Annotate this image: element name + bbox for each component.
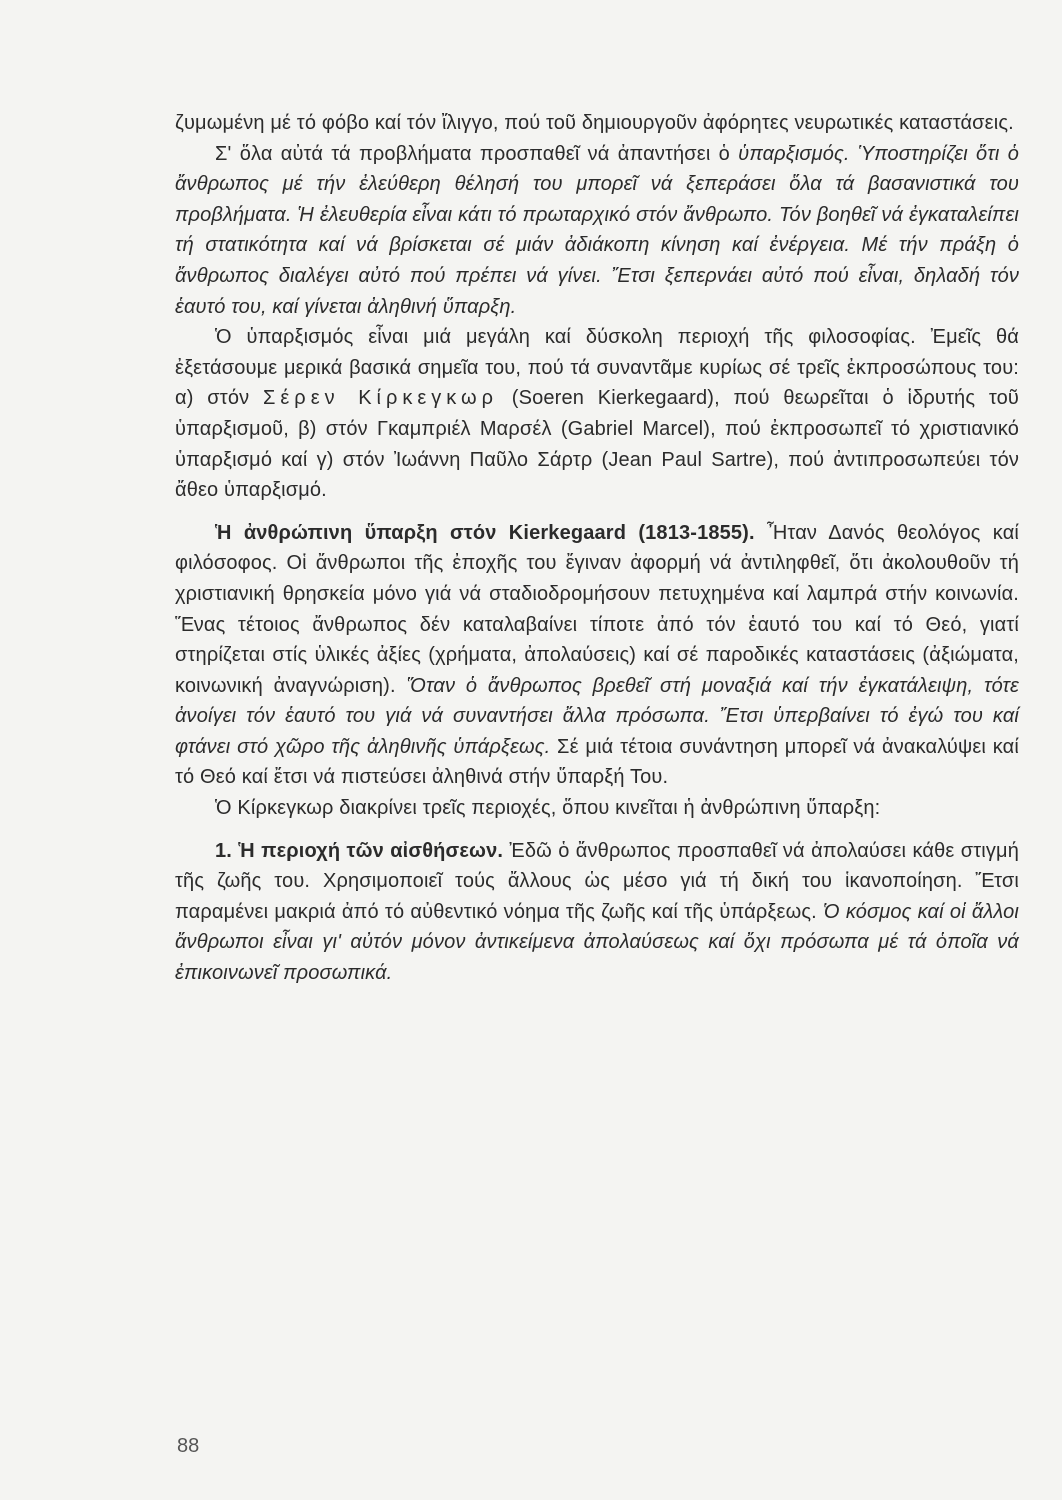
paragraph-three-spheres xyxy=(175,793,1019,824)
text-run: Σ' ὅλα αὐτά τά προβλήματα προσπαθεῖ νά ἀπαντήσει ὁ xyxy=(215,142,739,165)
text-run: Ἐδῶ ὁ ἄνθρωπος προσπαθεῖ νά ἀπολαύσει κάθε στιγμή τῆς ζωῆς του. Χρησιμοποιεῖ τούς ἄλλους ὡς μέσο γιά τή δική του ἱκανοποίηση. Ἔτσι παραμένει μακριά ἀπό τό αὐθεντικό νόημα τῆς ζωῆς καί τῆς ὑπάρξεως. xyxy=(175,839,1019,923)
italic-run: ὑπαρξισμός. Ὑποστηρίζει ὅτι ὁ ἄνθρωπος μέ τήν ἐλεύθερη θέλησή του μπορεῖ νά ξεπεράσει ὅλα τά βασανιστικά του προβλήματα. Ἡ ἐλευθερία εἶναι κάτι τό πρωταρχικό στόν ἄνθρωπο. Τόν βοηθεῖ νά ἐγκαταλείπει τή στατικότητα καί νά βρίσκεται σέ μιάν ἀδιάκοπη κίνηση καί ἐνέργεια. Μέ τήν πράξη ὁ ἄνθρωπος διαλέγει αὐτό πού πρέπει νά γίνει. Ἔτσι ξεπερνάει αὐτό πού εἶναι, δηλαδή τόν ἑαυτό του, καί γίνεται ἀληθινή ὕπαρξη. xyxy=(175,142,1020,318)
text-run: Ὁ Κίρκεγκωρ διακρίνει τρεῖς περιοχές, ὅπου κινεῖται ἡ ἀνθρώπινη ὕπαρξη: xyxy=(215,797,881,820)
paragraph-existentialism-intro xyxy=(175,139,1019,323)
text-run: ζυμωμένη μέ τό φόβο καί τόν ἴλιγγο, πού τοῦ δημιουργοῦν ἀφόρητες νευρωτικές καταστάσεις. xyxy=(175,112,1014,134)
paragraph-aesthetic-sphere xyxy=(175,836,1019,989)
text-run: Σέ μιά τέτοια συνάντηση μπορεῖ νά ἀνακαλύψει καί τό Θεό καί ἔτσι νά πιστεύσει ἀληθινά στήν ὕπαρξή Του. xyxy=(175,735,1019,789)
paragraph-kierkegaard xyxy=(175,518,1019,793)
text-run: Ὁ ὑπαρξισμός εἶναι μιά μεγάλη καί δύσκολη περιοχή τῆς φιλοσοφίας. Ἐμεῖς θά ἐξετάσουμε μερικά βασικά σημεῖα του, πού τά συναντᾶμε κυρίως σέ τρεῖς ἐκπροσώπους του: α) στόν xyxy=(175,326,1019,410)
paragraph-representatives xyxy=(175,322,1019,506)
section-heading: Ἡ ἀνθρώπινη ὕπαρξη στόν Kierkegaard (1813-1855). xyxy=(215,521,755,544)
page-number: 88 xyxy=(177,1435,200,1457)
list-heading: 1. Ἡ περιοχή τῶν αἰσθήσεων. xyxy=(215,839,504,862)
spaced-name-run: Σέρεν Κίρκεγκωρ xyxy=(263,387,499,410)
text-body xyxy=(175,108,1019,989)
text-run: (Soeren Kierkegaard), πού θεωρεῖται ὁ ἱδρυτής τοῦ ὑπαρξισμοῦ, β) στόν Γκαμπριέλ Μαρσέλ (Gabriel Marcel), πού ἐκπροσωπεῖ τό χριστιανικό ὑπαρξισμό καί γ) στόν Ἰωάννη Παῦλο Σάρτρ (Jean Paul Sartre), πού ἀντιπροσωπεύει τόν ἄθεο ὑπαρξισμό. xyxy=(175,387,1020,502)
paragraph-continuation xyxy=(175,108,1019,139)
text-run: Ἦταν Δανός θεολόγος καί φιλόσοφος. Οἱ ἄνθρωποι τῆς ἐποχῆς του ἔγιναν ἀφορμή νά ἀντιληφθεῖ, ὅτι ἀκολουθοῦν τή χριστιανική θρησκεία μόνο γιά νά σταδιοδρομήσουν πετυχημένα καί λαμπρά στήν κοινωνία. Ἕνας τέτοιος ἄνθρωπος δέν καταλαβαίνει τίποτε ἀπό τόν ἑαυτό του καί τό Θεό, γιατί στηρίζεται στίς ὑλικές ἀξίες (χρήματα, ἀπολαύσεις) καί σέ παροδικές καταστάσεις (ἀξιώματα, κοινωνική ἀναγνώριση). xyxy=(175,521,1020,697)
italic-run: Ὅταν ὁ ἄνθρωπος βρεθεῖ στή μοναξιά καί τήν ἐγκατάλειψη, τότε ἀνοίγει τόν ἑαυτό του γιά νά συναντήσει ἄλλα πρόσωπα. Ἔτσι ὑπερβαίνει τό ἐγώ του καί φτάνει στό χῶρο τῆς ἀληθινῆς ὑπάρξεως. xyxy=(175,674,1020,758)
italic-run: Ὁ κόσμος καί οἱ ἄλλοι ἄνθρωποι εἶναι γι' αὐτόν μόνον ἀντικείμενα ἀπολαύσεως καί ὄχι πρόσωπα μέ τά ὁποῖα νά ἐπικοινωνεῖ προσωπικά. xyxy=(175,900,1019,985)
